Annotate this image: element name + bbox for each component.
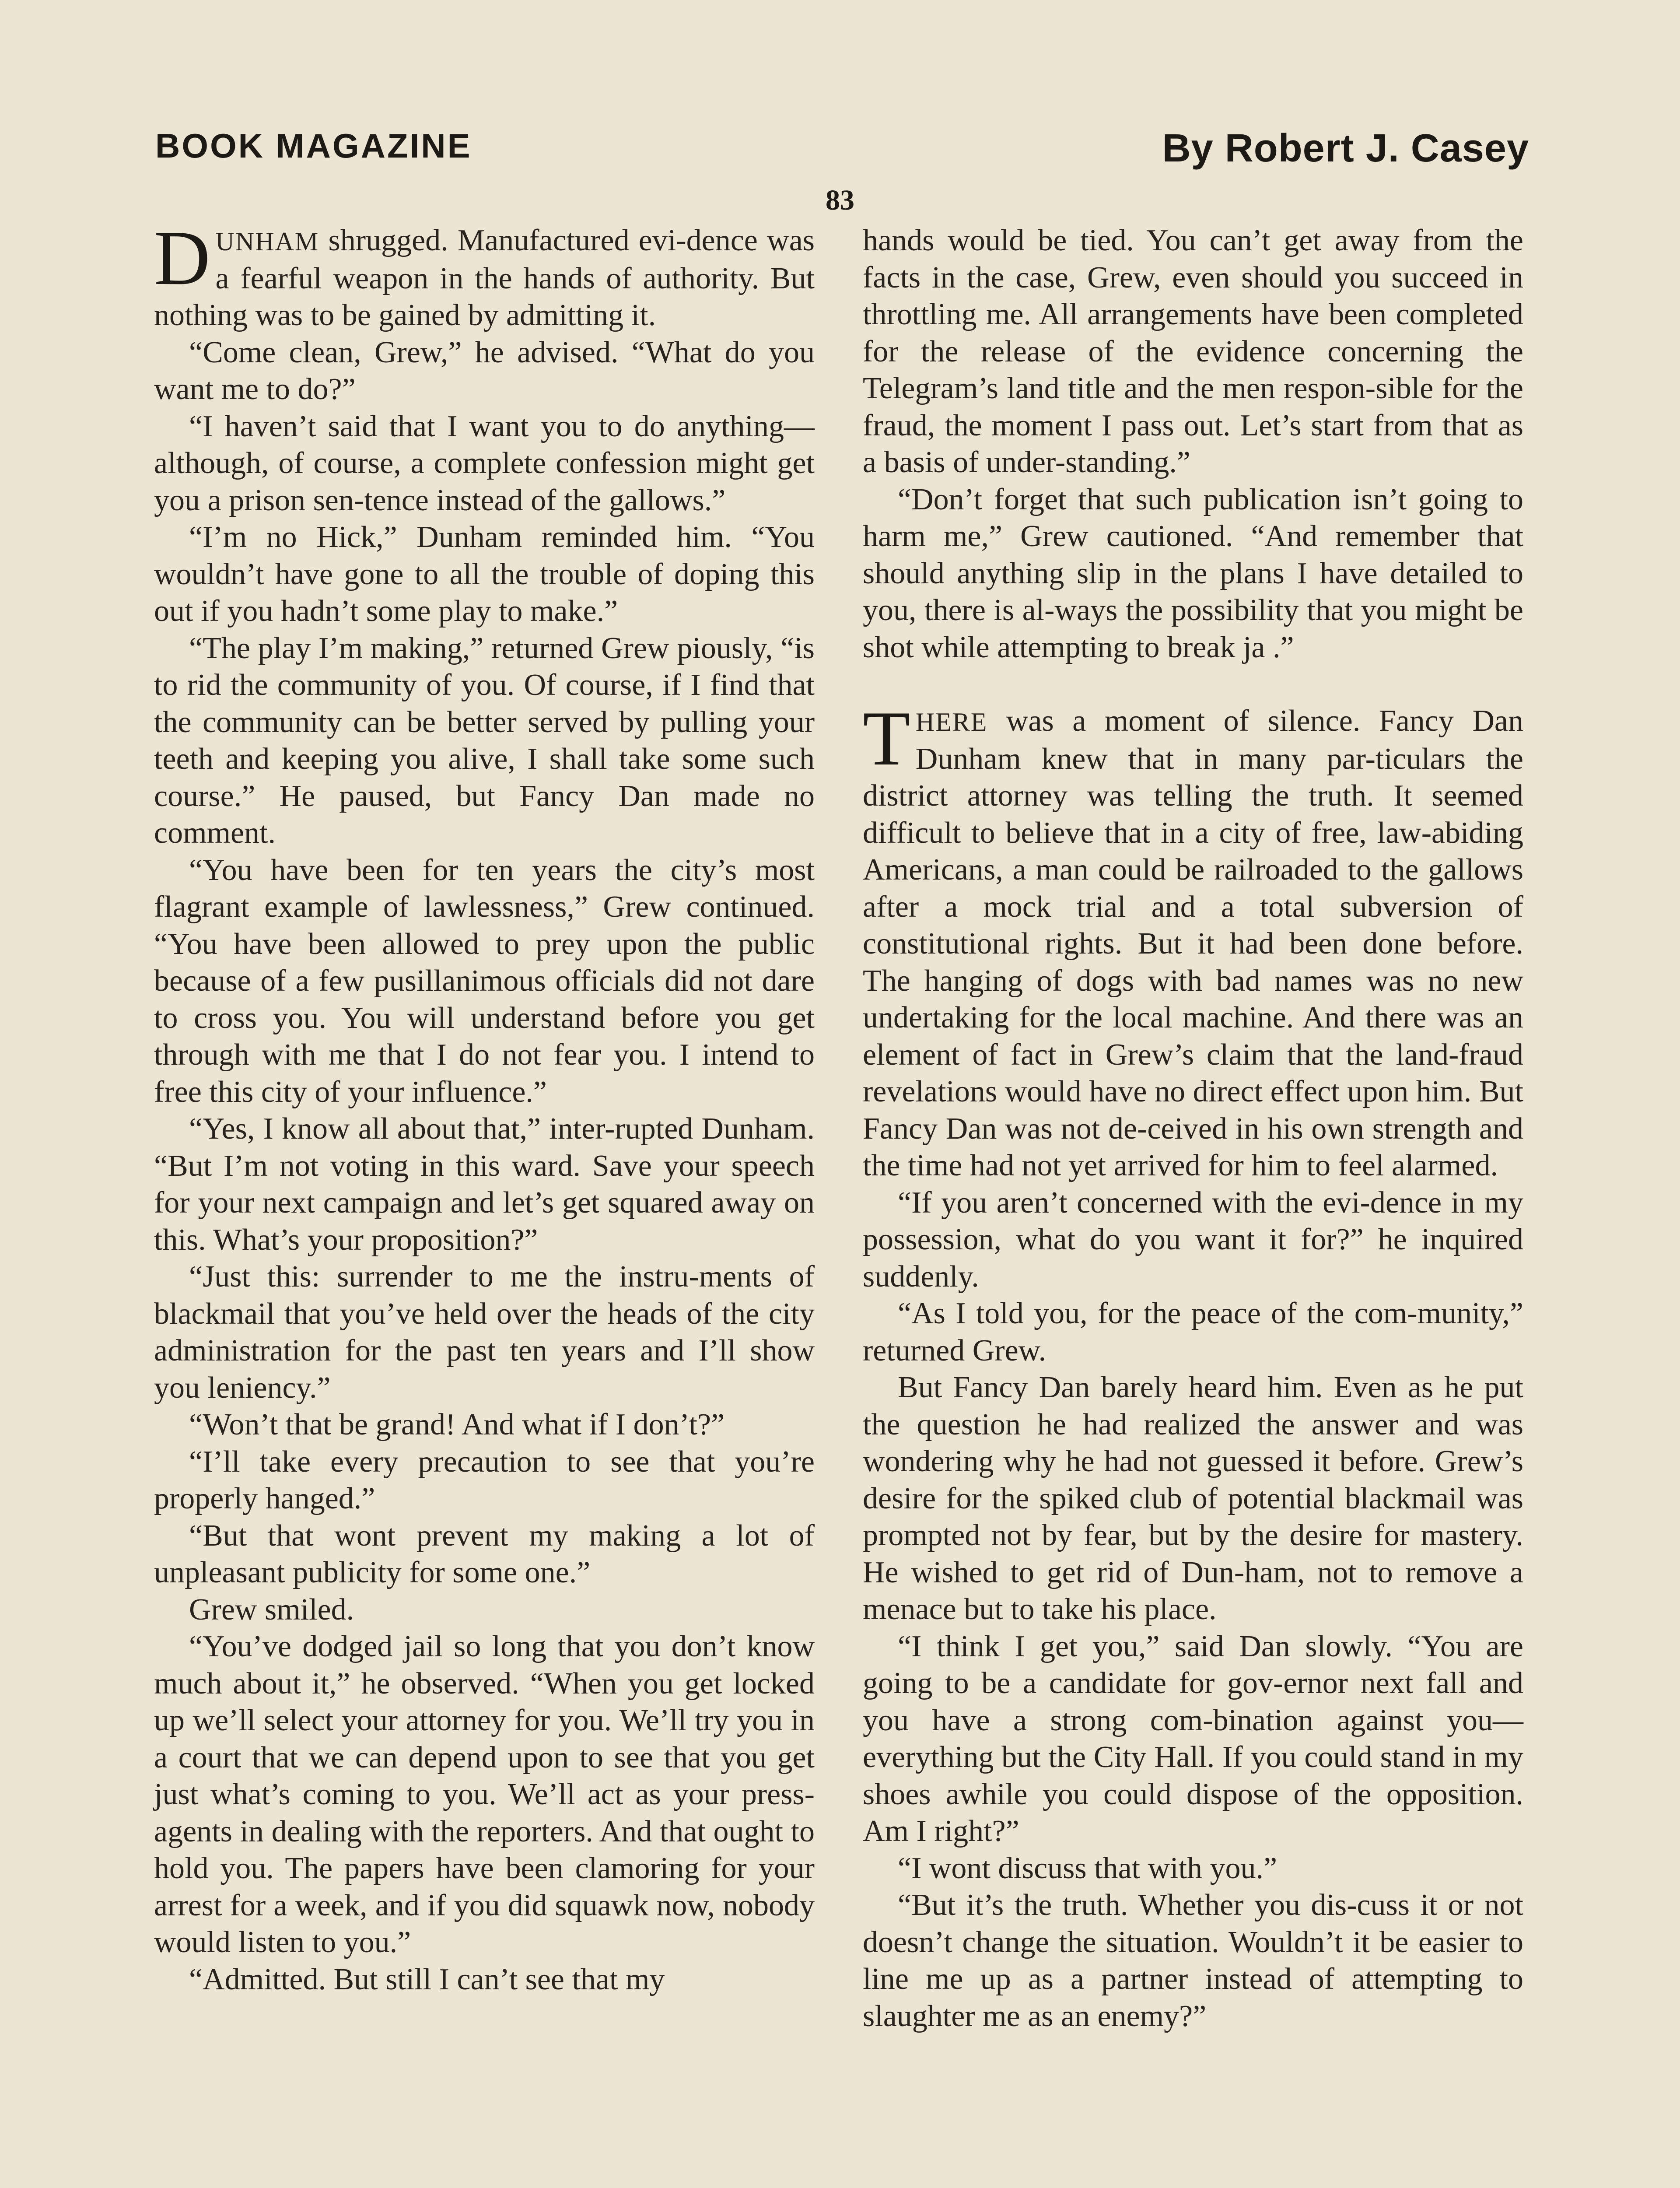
paragraph-text: But Fancy Dan barely heard him. Even as he put the question he had realized the answer and was wondering why he had not guessed it before. Grew’s desire for the spiked club of potential blackmail was prompted not by fear, but by the desire for mastery. He wished to get rid of Dun-ham, not to remove a menace but to take his place. — [863, 1371, 1523, 1626]
left-text-column — [154, 214, 815, 1998]
paragraph-text: was a moment of silence. Fancy Dan Dunham knew that in many par-ticulars the district attorney was telling the truth. It seemed difficult to believe that in a city of free, law-abiding Americans, a man could be railroaded to the gallows after a mock trial and a total subversion of constitutional rights. But it had been done before. The hanging of dogs with bad names was no new undertaking for the local machine. And there was an element of fact in Grew’s claim that the land-fraud revelations would have no direct effect upon him. But Fancy Dan was not de-ceived in his own strength and the time had not yet arrived for him to feel alarmed. — [863, 704, 1523, 1182]
paragraph — [154, 852, 815, 1111]
paragraph — [154, 1961, 815, 1999]
paragraph — [154, 1406, 815, 1444]
page-number: 83 — [826, 184, 854, 216]
paragraph-text: “Just this: surrender to me the instru-ments of blackmail that you’ve held over the heads of the city administration for the past ten years and I’ll show you leniency.” — [154, 1260, 815, 1405]
paragraph — [154, 408, 815, 519]
paragraph-text: “Won’t that be grand! And what if I don’t?” — [189, 1408, 725, 1441]
paragraph — [863, 481, 1523, 666]
paragraph-text: hands would be tied. You can’t get away from the facts in the case, Grew, even should you succeed in throttling me. All arrangements have been completed for the release of the evidence concerning the Telegram’s land title and the men respon-sible for the fraud, the moment I pass out. Let’s start from that as a basis of under-standing.” — [863, 224, 1523, 479]
paragraph-text: “I’m no Hick,” Dunham reminded him. “You wouldn’t have gone to all the trouble of doping this out if you hadn’t some play to make.” — [154, 520, 815, 628]
paragraph — [154, 334, 815, 408]
paragraph-text: “I haven’t said that I want you to do anything—although, of course, a complete confession might get you a prison sen-tence instead of the gallows.” — [154, 409, 815, 517]
paragraph — [863, 1295, 1523, 1369]
paragraph-text: “I wont discuss that with you.” — [898, 1851, 1278, 1885]
paragraph — [863, 1185, 1523, 1296]
paragraph-text: “Come clean, Grew,” he advised. “What do you want me to do?” — [154, 335, 815, 406]
paragraph-text: “The play I’m making,” returned Grew piously, “is to rid the community of you. Of course, if I find that the community can be better served by pulling your teeth and keeping you alive, I shall take some such course.” He paused, but Fancy Dan made no comment. — [154, 631, 815, 850]
paragraph — [154, 519, 815, 630]
paragraph-text: “As I told you, for the peace of the com-munity,” returned Grew. — [863, 1297, 1523, 1368]
small-caps-lead: HERE — [915, 708, 988, 736]
paragraph-text: “Yes, I know all about that,” inter-rupted Dunham. “But I’m not voting in this ward. Save your speech for your next campaign and let’s get squared away on this. What’s your proposition?” — [154, 1112, 815, 1257]
paragraph-text: “You’ve dodged jail so long that you don’t know much about it,” he observed. “When you get locked up we’ll select your attorney for you. We’ll try you in a court that we can depend upon to see that you get just what’s coming to you. We’ll act as your press-agents in dealing with the reporters. And that ought to hold you. The papers have been clamoring for your arrest for a week, and if you did squawk now, nobody would listen to you.” — [154, 1630, 815, 1959]
paragraph-text: “Don’t forget that such publication isn’t going to harm me,” Grew cautioned. “And remember that should anything slip in the plans I have detailed to you, there is al-ways the possibility that you might be shot while attempting to break ja .” — [863, 482, 1523, 664]
paragraph — [154, 1259, 815, 1406]
paragraph-text: “You have been for ten years the city’s most flagrant example of lawlessness,” Grew continued. “You have been allowed to prey upon the public because of a few pusillanimous officials did not dare to cross you. You will understand before you get through with me that I do not fear you. I intend to free this city of your influence.” — [154, 853, 815, 1109]
author-byline: By Robert J. Casey — [1162, 126, 1529, 170]
paragraph — [154, 1444, 815, 1518]
magazine-title: BOOK MAGAZINE — [155, 126, 472, 165]
paragraph — [154, 1592, 815, 1629]
paragraph-text: “Admitted. But still I can’t see that my — [189, 1962, 665, 1996]
paragraph-text: “I’ll take every precaution to see that you’re properly hanged.” — [154, 1445, 815, 1515]
paragraph — [154, 1628, 815, 1961]
paragraph-text: shrugged. Manufactured evi-dence was a fearful weapon in the hands of authority. But nothing was to be gained by admitting it. — [154, 224, 815, 332]
paragraph — [863, 222, 1523, 481]
paragraph — [863, 695, 1523, 1185]
right-text-column — [863, 222, 1523, 2035]
paragraph-text: “But that wont prevent my making a lot of unpleasant publicity for some one.” — [154, 1518, 815, 1589]
paragraph-text: “If you aren’t concerned with the evi-dence in my possession, what do you want it for?” he inquired suddenly. — [863, 1185, 1523, 1294]
paragraph — [863, 1369, 1523, 1628]
paragraph — [154, 1111, 815, 1259]
small-caps-lead: UNHAM — [215, 227, 319, 256]
drop-cap: D — [154, 214, 210, 301]
paragraph — [863, 1628, 1523, 1850]
paragraph — [863, 1887, 1523, 2035]
paragraph — [863, 1850, 1523, 1887]
paragraph-text: “But it’s the truth. Whether you dis-cuss it or not doesn’t change the situation. Wouldn’t it be easier to line me up as a partner instead of attempting to slaughter me as an enemy?” — [863, 1888, 1523, 2033]
drop-cap: T — [863, 695, 910, 782]
paragraph-text: Grew smiled. — [189, 1592, 354, 1627]
paragraph — [154, 630, 815, 852]
paragraph-text: “I think I get you,” said Dan slowly. “You are going to be a candidate for gov-ernor next fall and you have a strong com-bination against you—everything but the City Hall. If you could stand in my shoes awhile you could dispose of the opposition. Am I right?” — [863, 1629, 1523, 1848]
paragraph — [154, 214, 815, 334]
paragraph — [154, 1518, 815, 1592]
